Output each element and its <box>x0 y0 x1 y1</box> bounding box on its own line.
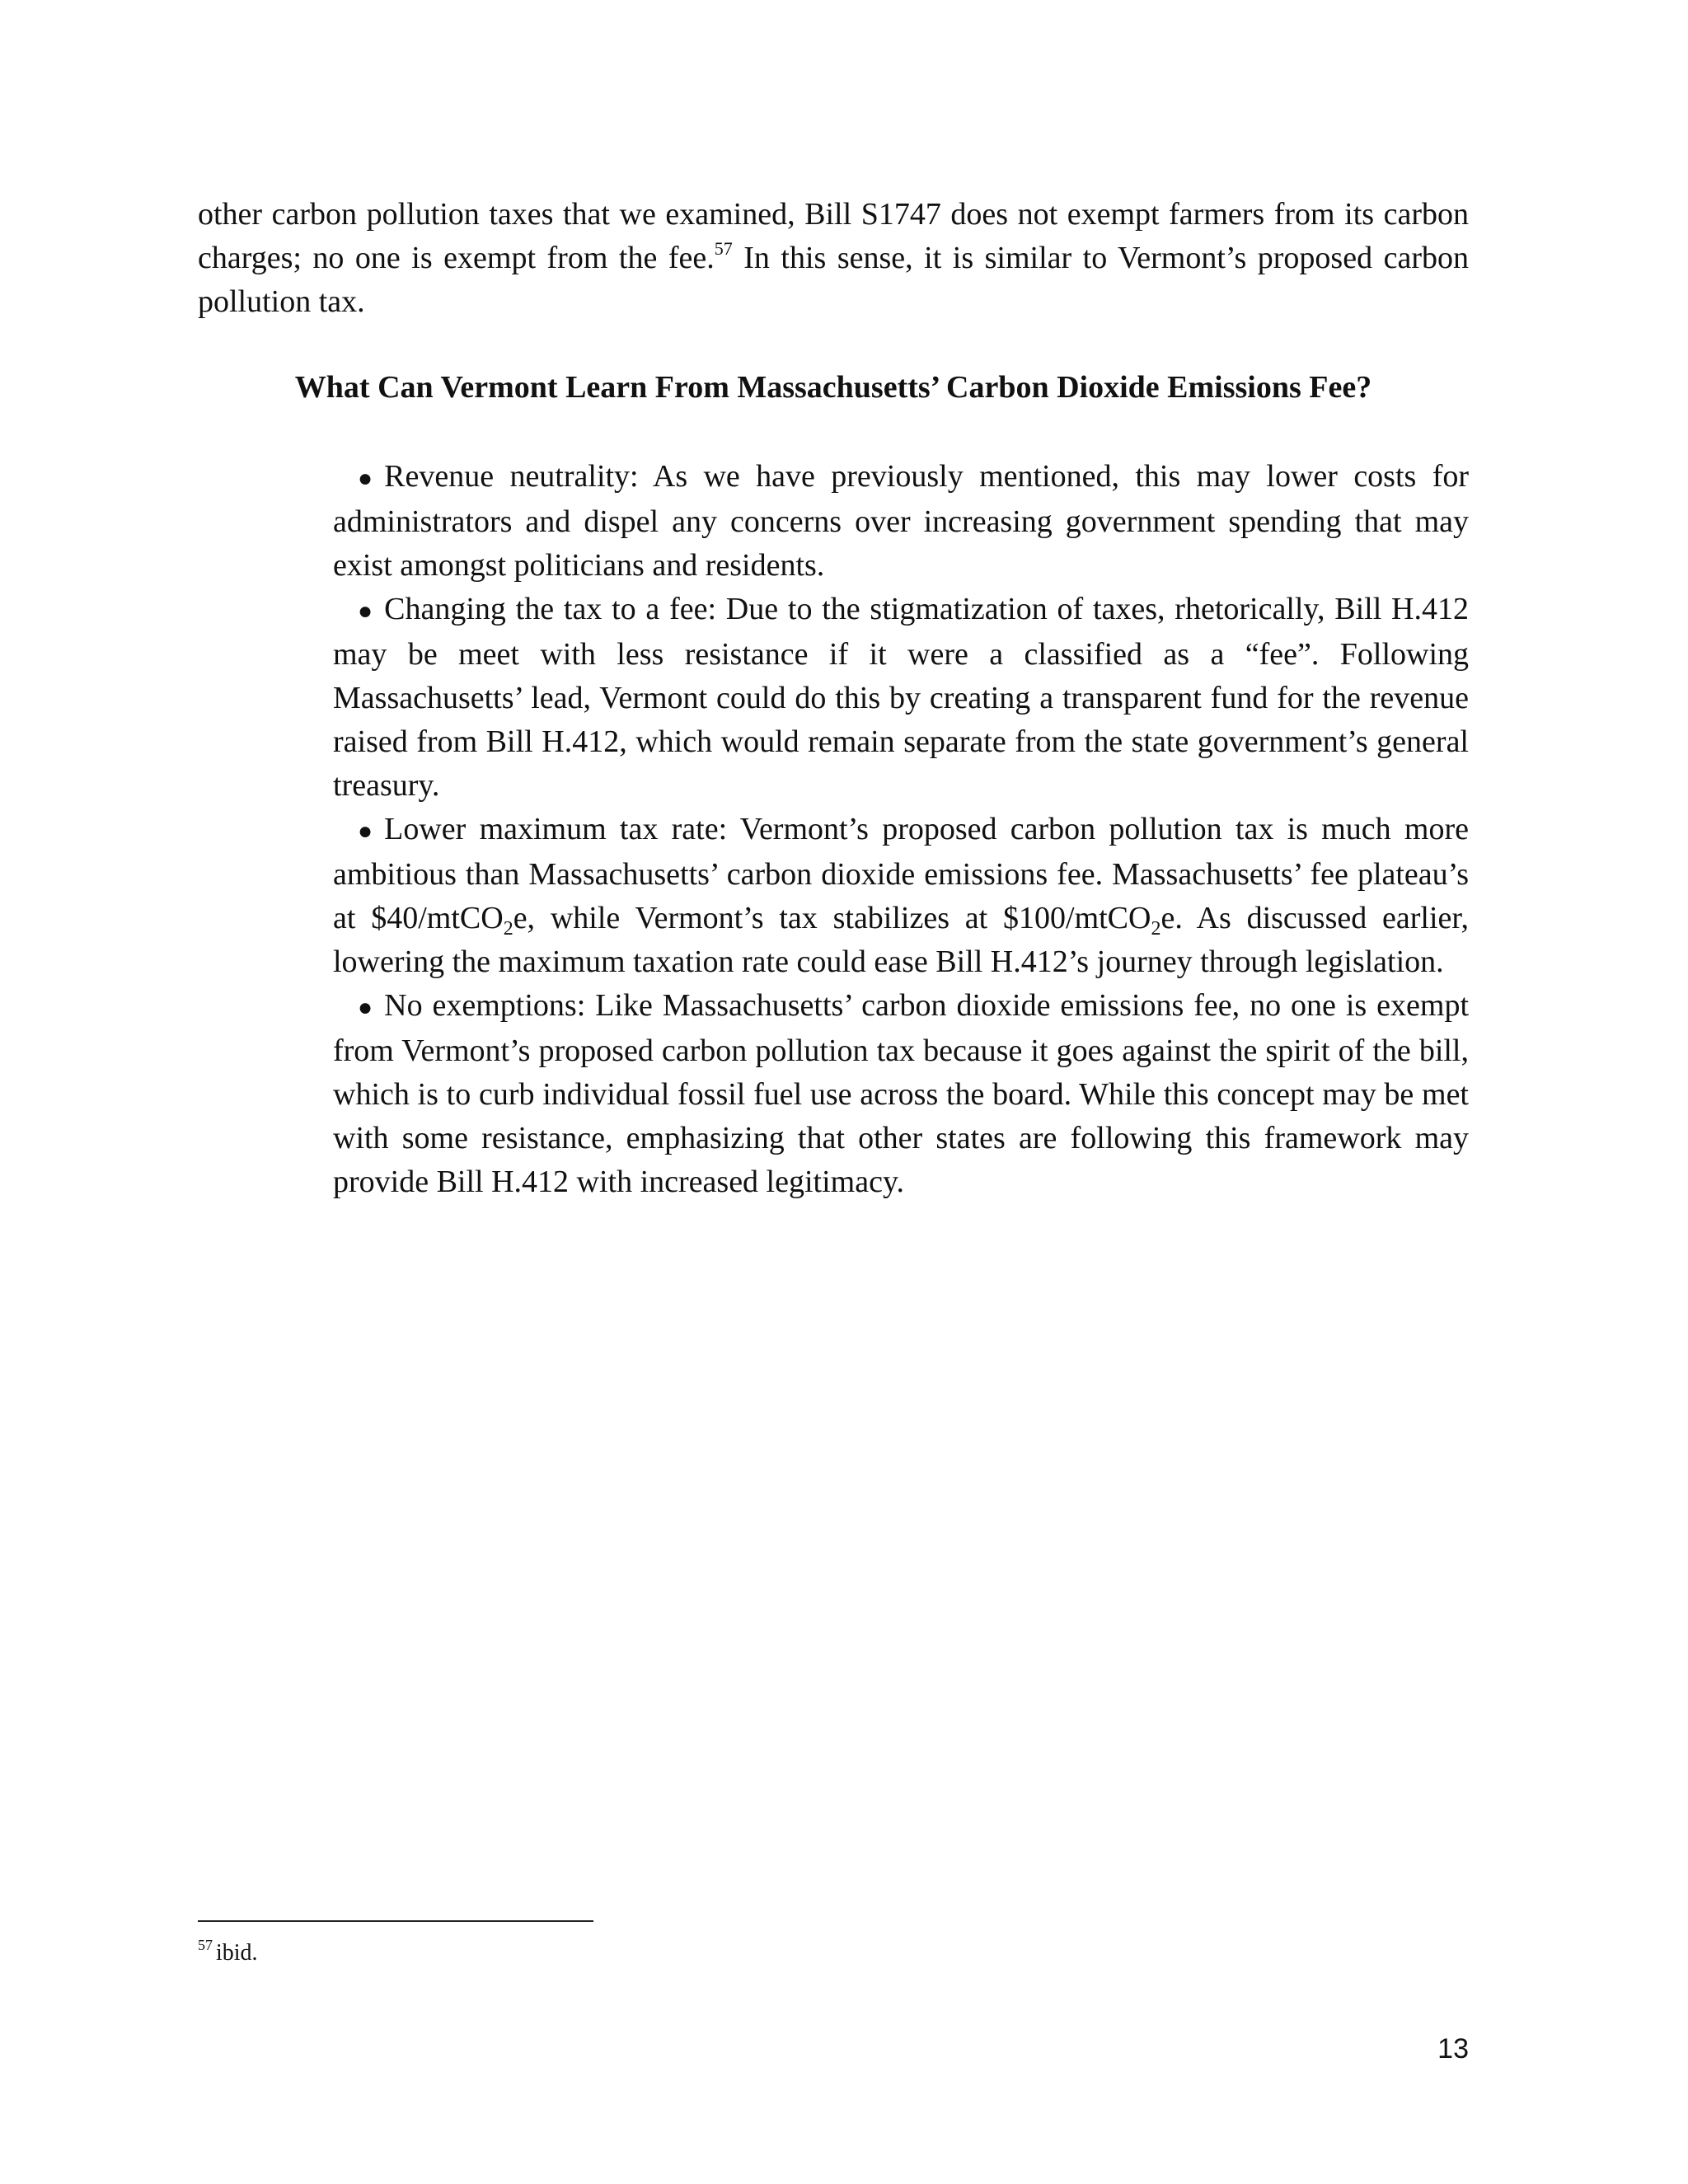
footnote-reference: 57 <box>714 238 733 259</box>
intro-paragraph <box>198 193 1469 324</box>
bullet-icon: ● <box>358 818 373 845</box>
lessons-list <box>333 455 1469 1204</box>
bullet-icon: ● <box>358 598 373 625</box>
list-item-no-exemptions <box>333 984 1469 1204</box>
list-item-text: Revenue neutrality: As we have previously mentioned, this may lower costs for administrators and dispel any concerns over increasing government spending that may exist amongst politicians and residents. <box>333 459 1469 583</box>
list-item-text: No exemptions: Like Massachusetts’ carbon dioxide emissions fee, no one is exempt from Vermont’s proposed carbon pollution tax because it goes against the spirit of the bill, which is to curb individual fossil fuel use across the board. While this concept may be met with some resistance, emphasizing that other states are following this framework may provide Bill H.412 with increased legitimacy. <box>333 988 1469 1199</box>
list-item-tax-to-fee <box>333 588 1469 808</box>
footnote <box>198 1937 258 1970</box>
list-item-text: Changing the tax to a fee: Due to the stigmatization of taxes, rhetorically, Bill H.412 may be meet with less resistance if it were a classified as a “fee”. Following Massachusetts’ lead, Vermont could do this by creating a transparent fund for the revenue raised from Bill H.412, which would remain separate from the state government’s general treasury. <box>333 592 1469 803</box>
subscript: 2 <box>503 918 513 940</box>
footnote-divider <box>198 1920 593 1922</box>
list-item-revenue-neutrality <box>333 455 1469 588</box>
footnote-number: 57 <box>198 1937 213 1953</box>
list-item-text: e. As discussed earlier, lowering the maximum taxation rate could ease Bill H.412’s journey through legislation. <box>333 901 1470 979</box>
list-item-text: Lower maximum tax rate: Vermont’s proposed carbon pollution tax is much more ambitious than Massachusetts’ carbon dioxide emissions fee. Massachusetts’ fee plateau’s at $40/mtCO <box>333 812 1469 935</box>
section-heading: What Can Vermont Learn From Massachusetts’ Carbon Dioxide Emissions Fee? <box>294 370 1372 405</box>
bullet-icon: ● <box>358 994 373 1021</box>
subscript: 2 <box>1151 918 1161 940</box>
page-number: 13 <box>1437 2033 1469 2064</box>
bullet-icon: ● <box>358 465 373 492</box>
intro-text-continued: In this sense, it is similar to Vermont’s proposed carbon pollution tax. <box>198 241 1469 319</box>
footnote-text: ibid. <box>216 1940 258 1966</box>
list-item-text: e, while Vermont’s tax stabilizes at $100/mtCO <box>513 901 1151 935</box>
list-item-lower-tax-rate <box>333 808 1469 984</box>
intro-text: other carbon pollution taxes that we examined, Bill S1747 does not exempt farmers from its carbon charges; no one is exempt from the fee. <box>198 197 1469 275</box>
